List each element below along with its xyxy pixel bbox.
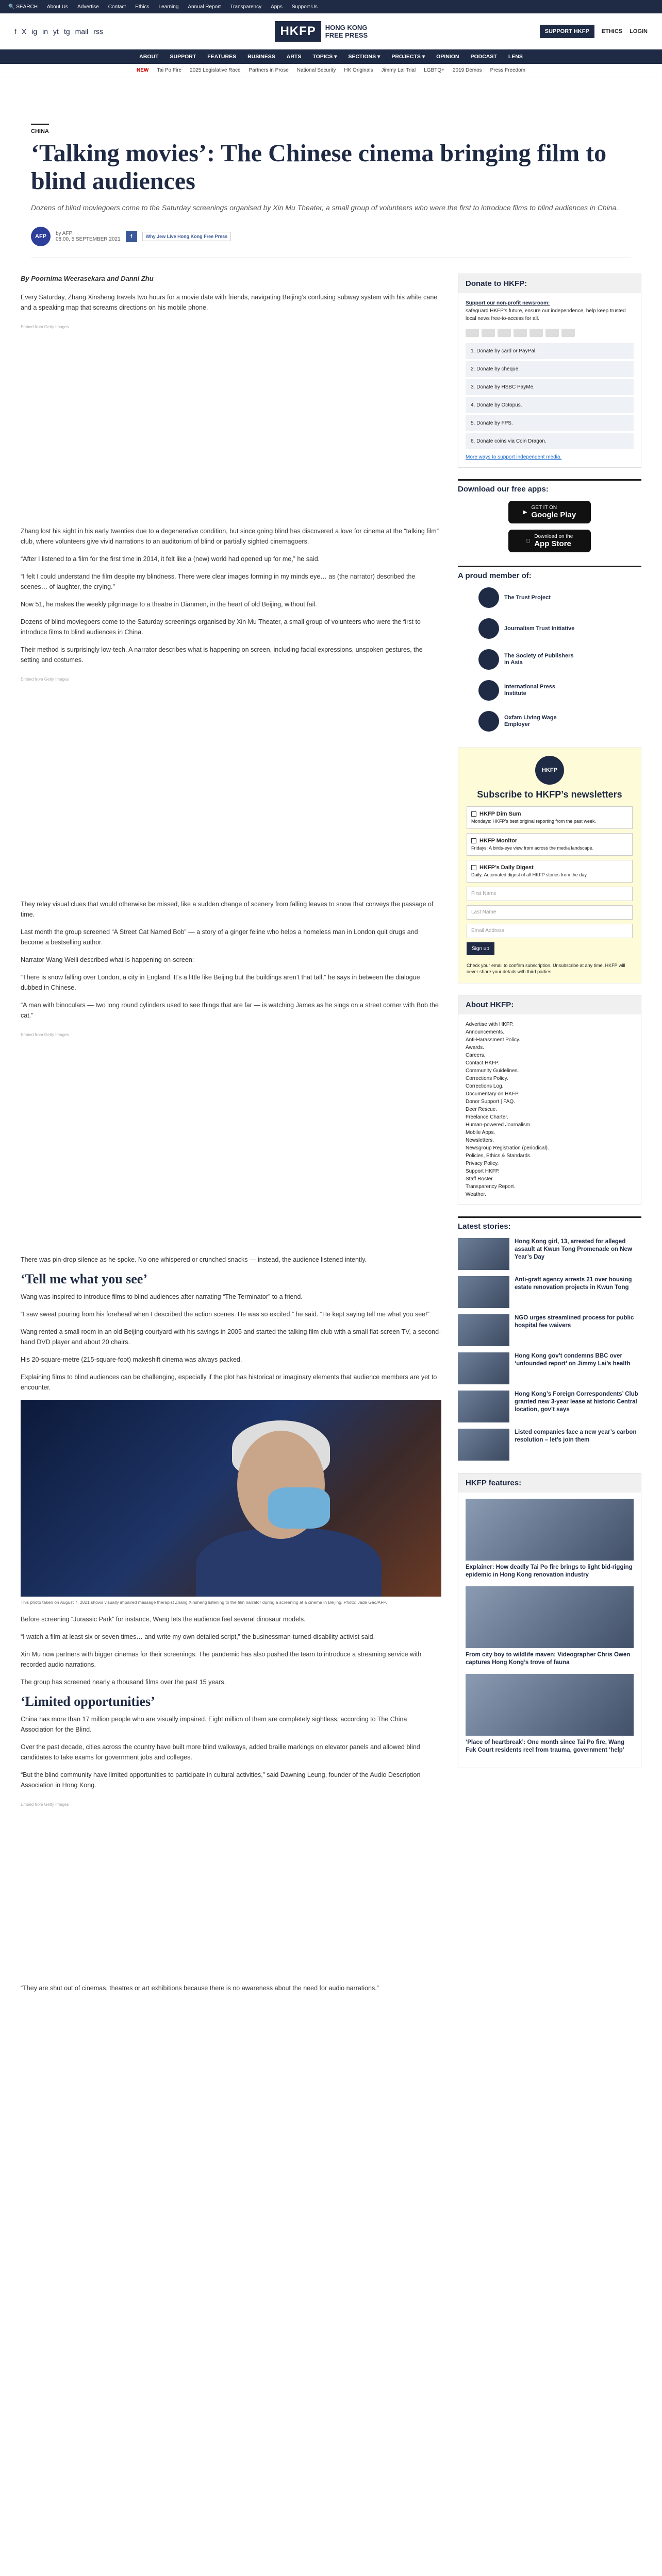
byline-text — [56, 231, 121, 242]
paragraph: “But the blind community have limited opportunities to participate in cultural activities,” said Dawning Leung, founder of the Audio Description Association in Hong Kong. — [21, 1771, 421, 1789]
sopa-icon — [478, 649, 499, 670]
play-icon: ▶ — [523, 509, 527, 515]
article-title: ‘Talking movies’: The Chinese cinema bringing film to blind audiences — [31, 140, 607, 195]
about-list — [458, 1014, 641, 1205]
byline — [31, 227, 631, 246]
top-link[interactable]: Annual Report — [188, 4, 221, 10]
last-name-input[interactable]: Last Name — [467, 905, 633, 920]
donate-option[interactable]: 4. Donate by Octopus. — [466, 397, 634, 413]
top-link[interactable]: Transparency — [230, 4, 262, 10]
about-link[interactable]: Policies, Ethics & Standards. — [466, 1153, 532, 1159]
article-category[interactable]: CHINA — [31, 124, 49, 134]
logo-mark: HKFP — [275, 21, 321, 42]
paragraph: “After I listened to a film for the first time in 2014, it felt like a (new) world had opened up for me,” he said. — [21, 555, 320, 563]
checkbox[interactable] — [471, 865, 476, 870]
paragraph: Last month the group screened “A Street Cat Named Bob” — a story of a ginger feline who helps a homeless man in London quit drugs and become a bestselling author. — [21, 928, 418, 946]
signup-button[interactable]: Sign up — [467, 942, 494, 955]
paragraph: Explaining films to blind audiences can be challenging, especially if the plot has historical or imaginary elements that audience members are yet to encounter. — [21, 1374, 437, 1391]
about-link[interactable]: Transparency Report. — [466, 1184, 516, 1190]
paragraph: Now 51, he makes the weekly pilgrimage to a theatre in Dianmen, in the heart of old Beijing, without fail. — [21, 601, 317, 608]
google-play-button[interactable] — [508, 501, 591, 523]
site-header — [0, 13, 662, 49]
getty-embed[interactable]: Embed from Getty Images — [21, 325, 69, 329]
ticker-item[interactable]: 2019 Demos — [452, 67, 482, 73]
feature-thumbnail — [466, 1499, 634, 1561]
paragraph: Over the past decade, cities across the country have built more blind walkways, added braille markings on elevator panels and allowed blind candidates to take exams for government jobs and colleges. — [21, 1743, 420, 1761]
ethics-link[interactable]: ETHICS — [601, 28, 623, 35]
logo-line: HONG KONG — [325, 23, 368, 31]
logo-line: FREE PRESS — [325, 31, 368, 39]
about-link[interactable]: Contact HKFP. — [466, 1060, 500, 1066]
newsletter-option[interactable]: HKFP Monitor Fridays: A birds-eye view from across the media landscape. — [467, 833, 633, 856]
newsletter-option[interactable]: HKFP Dim Sum Mondays: HKFP’s best original reporting from the past week. — [467, 806, 633, 829]
ticker-item[interactable]: LGBTQ+ — [424, 67, 444, 73]
paragraph: “They are shut out of cinemas, theatres or art exhibitions because there is no awareness about the need for audio narrations.” — [21, 1985, 379, 1992]
main-layout — [0, 258, 662, 2001]
apple-icon — [526, 538, 531, 544]
paragraph: Before screening “Jurassic Park” for instance, Wang lets the audience feel several dinosaur models. — [21, 1616, 306, 1623]
app-store-label — [534, 534, 573, 548]
paragraph: China has more than 17 million people who are visually impaired. Eight million of them are completely sightless, according to The China Association for the Blind. — [21, 1716, 407, 1733]
store-name: App Store — [532, 539, 570, 548]
member-org[interactable]: The Trust Project — [478, 587, 641, 608]
story-thumbnail — [458, 1429, 509, 1461]
paragraph: Wang rented a small room in an old Beijing courtyard with his savings in 2005 and started the talking film club with a small flat-screen TV, a second-hand DVD player and about 20 chairs. — [21, 1328, 441, 1346]
member-org[interactable]: Journalism Trust Initiative — [478, 618, 641, 639]
paragraph: “I watch a film at least six or seven times… and write my own detailed script,” the businessman-turned-disability activist said. — [21, 1633, 375, 1640]
getty-embed[interactable]: Embed from Getty Images — [21, 1032, 69, 1037]
newsletter-note: Check your email to confirm subscription. Unsubscribe at any time. HKFP will never share your details with third parties. — [467, 963, 625, 974]
donate-option[interactable]: 5. Donate by FPS. — [466, 415, 634, 431]
feature-thumbnail — [466, 1586, 634, 1648]
donate-body — [458, 293, 641, 467]
about-link[interactable]: Staff Roster. — [466, 1176, 494, 1182]
nav-item[interactable]: BUSINESS — [247, 54, 275, 60]
top-link[interactable]: About Us — [46, 4, 69, 10]
nav-item[interactable]: ABOUT — [139, 54, 159, 60]
member-org[interactable]: The Society of Publishers in Asia — [478, 649, 641, 670]
latest-story[interactable]: Listed companies face a new year’s carbon resolution – let’s join them — [458, 1429, 641, 1461]
newsletter-logo: HKFP — [535, 756, 564, 785]
latest-story[interactable]: Anti-graft agency arrests 21 over housing estate renovation projects in Kwun Tong — [458, 1276, 641, 1308]
donate-title: Donate to HKFP: — [458, 274, 641, 293]
paypal-icon — [514, 329, 527, 337]
about-link[interactable]: Documentary on HKFP. — [466, 1091, 520, 1097]
features-list — [458, 1493, 641, 1768]
top-link[interactable]: Apps — [271, 4, 283, 10]
newsletter-option[interactable]: HKFP’s Daily Digest Daily: Automated digest of all HKFP stories from the day. — [467, 860, 633, 883]
social-links — [14, 27, 103, 36]
about-link[interactable]: Anti-Harassment Policy. — [466, 1037, 520, 1043]
ticker-item[interactable]: HK Originals — [344, 67, 373, 73]
story-thumbnail — [458, 1391, 509, 1422]
paragraph: Xin Mu now partners with bigger cinemas for their screenings. The pandemic has also pushed the team to introduce a streaming service with recorded audio narrations. — [21, 1651, 422, 1668]
paragraph: Wang was inspired to introduce films to blind audiences after narrating “The Terminator” to a friend. — [21, 1293, 303, 1300]
paragraph: His 20-square-metre (215-square-foot) makeshift cinema was always packed. — [21, 1356, 242, 1363]
donate-option[interactable]: 1. Donate by card or PayPal. — [466, 343, 634, 359]
about-link[interactable]: Support HKFP. — [466, 1168, 500, 1174]
main-nav — [0, 49, 662, 64]
new-badge: NEW — [136, 67, 149, 73]
donate-option[interactable]: 3. Donate by HSBC PayMe. — [466, 379, 634, 395]
top-link[interactable]: Advertise — [77, 4, 99, 10]
paragraph: The group has screened nearly a thousand films over the past 15 years. — [21, 1679, 226, 1686]
about-link[interactable]: Announcements. — [466, 1029, 505, 1035]
photo-figure-body — [196, 1529, 382, 1597]
newsletter-box — [458, 747, 641, 984]
oxfam-icon — [478, 711, 499, 732]
mail-icon[interactable]: mail — [75, 27, 89, 36]
paragraph: Zhang lost his sight in his early twenties due to a degenerative condition, but since going blind has discovered a love for cinema at the “talking film” club, where volunteers give vivid narrations to an auditorium of blind or partially sighted cinemagoers. — [21, 528, 439, 545]
paragraph: Every Saturday, Zhang Xinsheng travels two hours for a movie date with friends, navigating Beijing’s confusing subway system with his white cane and a speaking map that screams directions on his mobile phone. — [21, 294, 438, 311]
story-thumbnail — [458, 1314, 509, 1346]
feature-story[interactable]: From city boy to wildlife maven: Videographer Chris Owen captures Hong Kong’s trove of fauna — [466, 1586, 634, 1667]
top-link[interactable]: Ethics — [135, 4, 150, 10]
top-link[interactable]: Learning — [158, 4, 179, 10]
about-link[interactable]: Human-powered Journalism. — [466, 1122, 532, 1128]
amex-icon — [498, 329, 511, 337]
jti-icon — [478, 618, 499, 639]
ticker-item[interactable]: Tai Po Fire — [157, 67, 182, 73]
paragraph: There was pin-drop silence as he spoke. No one whispered or crunched snacks — instead, the audience listened intently. — [21, 1256, 367, 1263]
donate-option[interactable]: 2. Donate by cheque. — [466, 361, 634, 377]
more-ways-link[interactable]: More ways to support independent media. — [466, 454, 562, 460]
about-link[interactable]: Deer Rescue. — [466, 1107, 498, 1112]
top-links — [47, 4, 318, 10]
author-name[interactable]: by AFP — [56, 231, 73, 236]
rss-icon[interactable]: rss — [93, 27, 103, 36]
paragraph: Dozens of blind moviegoers come to the Saturday screenings organised by Xin Mu Theater, a small group of volunteers who were the first to introduce films to blind audiences in China. — [21, 618, 421, 636]
about-box — [458, 995, 641, 1205]
latest-story[interactable]: Hong Kong girl, 13, arrested for alleged assault at Kwun Tong Promenade on New Year’s Day — [458, 1238, 641, 1270]
photo-caption: This photo taken on August 7, 2021 shows visually impaired massage therapist Zhang Xinsheng listening to the film narrator during a screening at a cinema in Beijing. Photo: Jade Gao/AFP. — [21, 1600, 387, 1605]
paragraph: “I saw sweat pouring from his forehead when I described the action scenes. He was so excited,” he said. “He kept saying tell me what you see!” — [21, 1311, 429, 1318]
donate-subtitle[interactable]: Support our non-profit newsroom: — [466, 300, 550, 306]
top-link[interactable]: Contact — [108, 4, 126, 10]
payment-icons — [466, 329, 634, 337]
paragraph: Narrator Wang Weili described what is happening on-screen: — [21, 956, 194, 963]
paragraph: Their method is surprisingly low-tech. A narrator describes what is happening on screen, including facial expressions, unspoken gestures, the setting and costumes. — [21, 646, 423, 664]
about-link[interactable]: Privacy Policy. — [466, 1161, 499, 1166]
about-link[interactable]: Donor Support | FAQ. — [466, 1099, 515, 1105]
login-link[interactable]: LOGIN — [630, 28, 648, 35]
story-thumbnail — [458, 1276, 509, 1308]
ticker-item[interactable]: Jimmy Lai Trial — [381, 67, 416, 73]
sidebar — [458, 274, 641, 2001]
store-name: Google Play — [531, 511, 576, 519]
nav-item[interactable]: FEATURES — [207, 54, 237, 60]
about-link[interactable]: Corrections Log. — [466, 1083, 504, 1089]
nav-item[interactable]: LENS — [508, 54, 523, 60]
about-link[interactable]: Corrections Policy. — [466, 1076, 508, 1081]
youtube-icon[interactable]: yt — [53, 27, 59, 36]
visa-icon — [482, 329, 495, 337]
feature-thumbnail — [466, 1674, 634, 1736]
article-body — [21, 274, 441, 2001]
top-link[interactable]: Support Us — [291, 4, 318, 10]
donate-box — [458, 274, 641, 468]
member-org[interactable]: Oxfam Living Wage Employer — [478, 711, 641, 732]
ticker-item[interactable]: Press Freedom — [490, 67, 526, 73]
about-link[interactable]: Awards. — [466, 1045, 484, 1050]
getty-embed[interactable]: Embed from Getty Images — [21, 677, 69, 682]
support-button[interactable]: SUPPORT HKFP — [540, 25, 594, 38]
x-icon[interactable]: X — [21, 27, 27, 36]
payme-icon — [529, 329, 543, 337]
instagram-icon[interactable]: ig — [31, 27, 38, 36]
about-link[interactable]: Careers. — [466, 1053, 486, 1058]
header-actions — [540, 25, 648, 38]
nav-item[interactable]: PROJECTS ▾ — [391, 54, 425, 60]
donate-option[interactable]: 6. Donate coins via Coin Dragon. — [466, 433, 634, 449]
first-name-input[interactable]: First Name — [467, 887, 633, 901]
nav-item[interactable]: OPINION — [436, 54, 459, 60]
about-link[interactable]: Newsgroup Registration (periodical). — [466, 1145, 549, 1151]
app-store-button[interactable] — [508, 530, 591, 552]
author-avatar[interactable]: AFP — [31, 227, 51, 246]
octopus-icon — [545, 329, 559, 337]
section-heading: ‘Limited opportunities’ — [21, 1694, 155, 1709]
article-subtitle: Dozens of blind moviegoers come to the Saturday screenings organised by Xin Mu Theater, a small group of volunteers who were the first to introduce films to blind audiences in China. — [31, 204, 619, 212]
about-link[interactable]: Mobile Apps. — [466, 1130, 495, 1136]
facebook-icon[interactable]: f — [14, 27, 16, 36]
ticker-item[interactable]: Partners in Prose — [249, 67, 289, 73]
about-link[interactable]: Community Guidelines. — [466, 1068, 519, 1074]
logo-text — [325, 24, 368, 39]
about-link[interactable]: Freelance Charter. — [466, 1114, 508, 1120]
email-input[interactable]: Email Address — [467, 924, 633, 938]
fps-icon — [561, 329, 575, 337]
paragraph: They relay visual clues that would otherwise be missed, like a sudden change of scenery from falling leaves to snow that conveys the passage of time. — [21, 901, 434, 918]
section-heading: ‘Tell me what you see’ — [21, 1272, 148, 1286]
story-thumbnail — [458, 1352, 509, 1384]
mastercard-icon — [466, 329, 479, 337]
apps-title: Download our free apps: — [458, 479, 641, 494]
member-org[interactable]: International Press Institute — [478, 680, 641, 701]
store-small: GET IT ON — [531, 505, 557, 511]
top-bar — [0, 0, 662, 13]
google-play-label — [532, 505, 576, 519]
newsletter-title: Subscribe to HKFP’s newsletters — [477, 789, 622, 800]
nav-item[interactable]: PODCAST — [470, 54, 497, 60]
paragraph: “There is snow falling over London, a city in England. It’s a little like Beijing but the buildings aren’t that tall,” he says in between the dialogue dubbed in Chinese. — [21, 974, 420, 991]
nav-item[interactable]: SECTIONS ▾ — [348, 54, 380, 60]
topic-ticker — [0, 64, 662, 77]
feature-story[interactable]: Explainer: How deadly Tai Po fire brings to light bid-rigging epidemic in Hong Kong renovation industry — [466, 1499, 634, 1579]
trust-project-icon — [478, 587, 499, 608]
paragraph: “I felt I could understand the film despite my blindness. There were clear images forming in my minds eye… as (the narrator) described the scenes… of laughter, the crying.” — [21, 573, 416, 590]
article-photo[interactable] — [21, 1400, 441, 1597]
article-authors: By Poornima Weerasekara and Danni Zhu — [21, 275, 154, 282]
story-thumbnail — [458, 1238, 509, 1270]
ipi-icon — [478, 680, 499, 701]
latest-title: Latest stories: — [458, 1216, 641, 1231]
paragraph: “A man with binoculars — two long round cylinders used to see things that are far — is watching James as he sings on a street corner with Bob the cat.” — [21, 1002, 439, 1019]
facebook-like-button[interactable]: Why Jew Live Hong Kong Free Press — [142, 232, 231, 241]
search-link[interactable]: 🔍 SEARCH — [8, 4, 38, 10]
latest-story[interactable]: Hong Kong’s Foreign Correspondents’ Club granted new 3-year lease at historic Central location, gov’t says — [458, 1391, 641, 1422]
nav-item[interactable]: ARTS — [286, 54, 302, 60]
features-box — [458, 1473, 641, 1768]
publish-date: 08:00, 5 SEPTEMBER 2021 — [56, 236, 121, 242]
latest-story[interactable]: NGO urges streamlined process for public hospital fee waivers — [458, 1314, 641, 1346]
about-title: About HKFP: — [458, 995, 641, 1014]
checkbox[interactable] — [471, 811, 476, 817]
checkbox[interactable] — [471, 838, 476, 843]
ticker-item[interactable]: 2025 Legislative Race — [190, 67, 241, 73]
store-small: Download on the — [532, 534, 571, 539]
article-header — [0, 77, 662, 246]
telegram-icon[interactable]: tg — [63, 27, 70, 36]
nav-item[interactable]: TOPICS ▾ — [312, 54, 337, 60]
ticker-item[interactable]: National Security — [296, 67, 336, 73]
photo-figure-mask — [268, 1487, 330, 1529]
site-logo[interactable] — [275, 21, 368, 42]
facebook-icon[interactable]: f — [126, 231, 137, 242]
donate-text: safeguard HKFP’s future, ensure our independence, help keep trusted local news free-to-access for all. — [466, 308, 626, 321]
member-title: A proud member of: — [458, 566, 641, 580]
about-link[interactable]: Advertise with HKFP. — [466, 1022, 514, 1027]
about-link[interactable]: Weather. — [466, 1192, 486, 1197]
features-title: HKFP features: — [458, 1473, 641, 1493]
getty-embed[interactable]: Embed from Getty Images — [21, 1802, 69, 1807]
feature-story[interactable]: ‘Place of heartbreak’: One month since Tai Po fire, Wang Fuk Court residents reel from trauma, government ‘help’ — [466, 1674, 634, 1754]
about-link[interactable]: Newsletters. — [466, 1138, 494, 1143]
nav-item[interactable]: SUPPORT — [170, 54, 196, 60]
latest-story[interactable]: Hong Kong gov’t condemns BBC over ‘unfounded report’ on Jimmy Lai’s health — [458, 1352, 641, 1384]
linkedin-icon[interactable]: in — [42, 27, 48, 36]
